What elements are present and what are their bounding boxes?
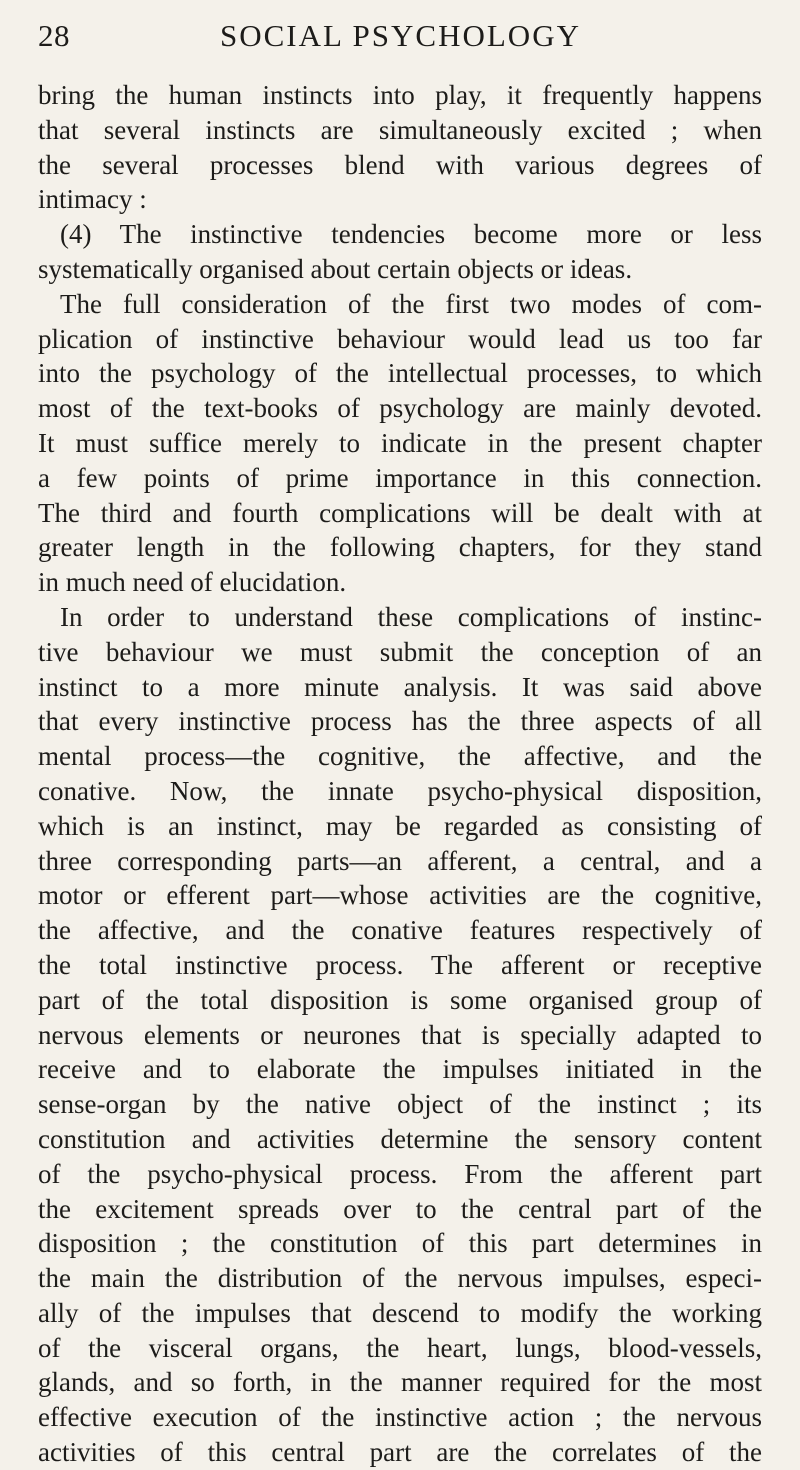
page-number: 28 [38, 18, 70, 53]
text-line: mental process—the cognitive, the affective, and the [38, 741, 762, 772]
running-head: SOCIAL PSYCHOLOGY [220, 18, 581, 53]
text-line: In order to understand these complications of instinc- [60, 601, 762, 632]
text-line: (4) The instinctive tendencies become more or less [60, 219, 762, 250]
text-line: disposition ; the constitution of this part determines in [38, 1228, 762, 1259]
text-line: most of the text-books of psychology are mainly devoted. [38, 393, 762, 424]
text-line: the total instinctive process. The afferent or receptive [38, 949, 762, 980]
text-line: ally of the impulses that descend to modify the working [38, 1297, 762, 1328]
text-line: a few points of prime importance in this connection. [38, 462, 762, 493]
text-line: part of the total disposition is some organised group of [38, 984, 762, 1015]
text-line: that every instinctive process has the three aspects of all [38, 706, 762, 737]
text-line: three corresponding parts—an afferent, a central, and a [38, 845, 762, 876]
text-line: the main the distribution of the nervous impulses, especi- [38, 1263, 762, 1294]
text-line: that several instincts are simultaneously excited ; when [38, 114, 762, 145]
text-line: instinct to a more minute analysis. It was said above [38, 671, 762, 702]
text-line: conative. Now, the innate psycho-physical disposition, [38, 775, 762, 806]
text-line: of the psycho-physical process. From the afferent part [38, 1158, 762, 1189]
text-line: receive and to elaborate the impulses initiated in the [38, 1054, 762, 1085]
text-line: activities of this central part are the correlates of the [38, 1437, 762, 1468]
text-line: The full consideration of the first two modes of com- [60, 288, 762, 319]
text-line: bring the human instincts into play, it frequently happens [38, 80, 762, 110]
text-line: the excitement spreads over to the central part of the [38, 1193, 762, 1224]
text-line: effective execution of the instinctive action ; the nervous [38, 1402, 762, 1433]
text-line: plication of instinctive behaviour would lead us too far [38, 323, 762, 354]
text-line: sense-organ by the native object of the instinct ; its [38, 1089, 762, 1120]
text-line: which is an instinct, may be regarded as consisting of [38, 810, 762, 841]
text-line: constitution and activities determine the sensory content [38, 1123, 762, 1154]
text-line: the affective, and the conative features respectively of [38, 915, 762, 946]
text-line: the several processes blend with various degrees of [38, 149, 762, 180]
text-line: greater length in the following chapters, for they stand [38, 532, 762, 563]
text-line: motor or efferent part—whose activities are the cognitive, [38, 880, 762, 911]
text-line: tive behaviour we must submit the conception of an [38, 636, 762, 667]
body-text [38, 78, 762, 1470]
text-line: into the psychology of the intellectual processes, to which [38, 358, 762, 389]
text-line: in much need of elucidation. [38, 567, 347, 598]
text-line: The third and fourth complications will be dealt with at [38, 497, 762, 528]
text-line: glands, and so forth, in the manner required for the most [38, 1367, 762, 1398]
page-header [38, 14, 762, 62]
text-line: It must suffice merely to indicate in the present chapter [38, 427, 762, 458]
text-line: systematically organised about certain objects or ideas. [38, 253, 633, 284]
text-line: nervous elements or neurones that is specially adapted to [38, 1019, 762, 1050]
text-line: of the visceral organs, the heart, lungs, blood-vessels, [38, 1332, 762, 1363]
text-line: intimacy : [38, 184, 147, 215]
